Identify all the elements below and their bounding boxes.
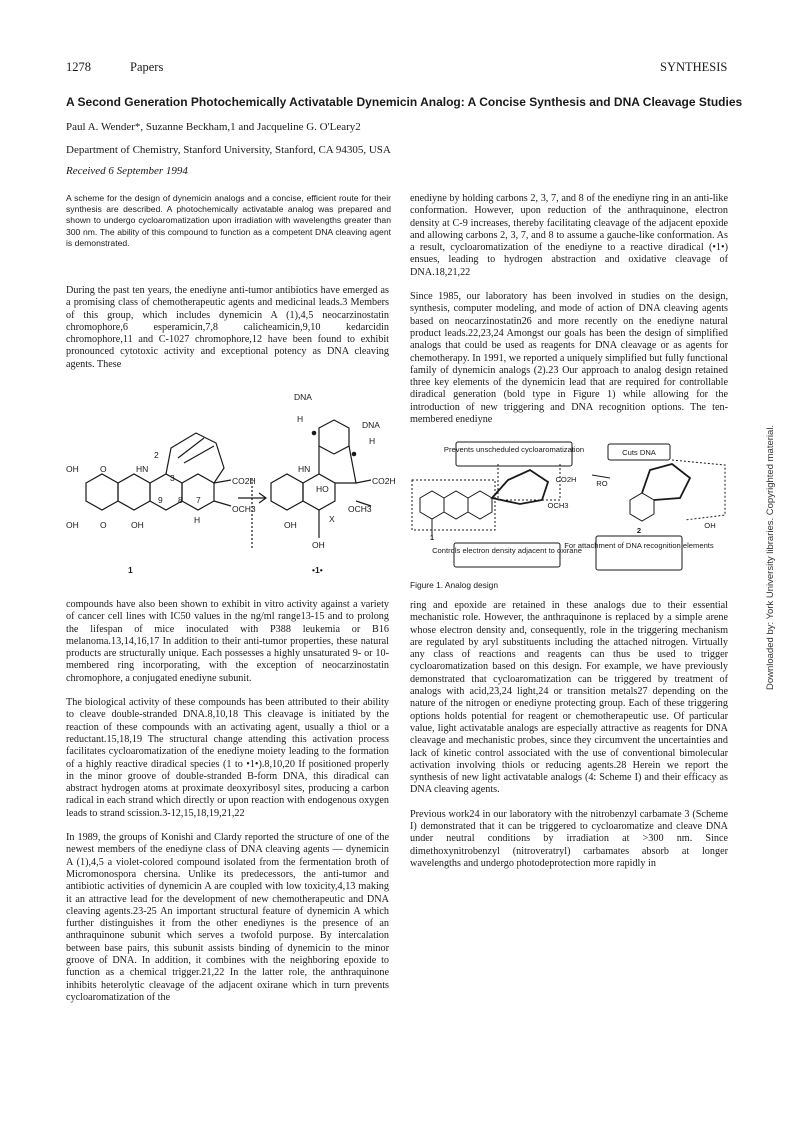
download-note	[765, 330, 779, 690]
journal-name: SYNTHESIS	[660, 60, 728, 74]
paragraph: enediyne by holding carbons 2, 3, 7, and 8 of the enediyne ring in an anti-like conformation. However, upon reduction of the anthraquinone, electron density at C-9 increases, thereby facilitating cleavage of the adjacent epoxide and allowing carbons 2, 3, 7, and 8 to assume a gauche-like conformation. As a result, cycloaromatization of the enediyne to a reactive diradical (•1•) ensues, leading to hydrogen abstraction and oxidative cleavage of DNA.18,21,22	[410, 193, 728, 278]
paragraph: ring and epoxide are retained in these analogs due to their essential mechanistic role. However, the anthraquinone is replaced by a simple arene whose electron density and, consequently, role in the triggering mechanism are regulated by aryl substituents including the attached nitrogen. Virtually any class of reactions and reagents can thus be used to trigger cycloaromatization based on this design. For example, we have previously demonstrated that cycloaromatization can be triggered by treatment of analogs with acid,23,24 light,24 or transition metals27 depending on the nature of the nitrogen or enediyne protecting group. Each of these triggering options holds potential for reagent or chemotherapeutic use. Of particular value, light activatable analogs are especially attractive as reagents for DNA cleavage and mechanistic probes, since they circumvent the uncertainties and lack of kinetic control associated with the use of conventional bimolecular activation involving thiols or reducing agents.28 Herein we report the synthesis of new light activatable analogs (4: Scheme I) and their efficacy as DNA cleaving agents.	[410, 600, 728, 796]
paragraph: compounds have also been shown to exhibit in vitro activity against a variety of cancer cell lines with IC50 values in the ng/ml range13-15 and to prolong the lifespan of mice inoculated with P388 leukemia or B16 melanoma.13,14,16,17 In addition to their anti-tumor properties, these natural products are structurally unique. Each possesses a highly unsaturated 9- or 10-membered ring incorporating, with the exception of neocarzinostatin chromophore, a conjugated enediyne subunit.	[66, 599, 389, 684]
article-authors: Paul A. Wender*, Suzanne Beckham,1 and Jacqueline G. O'Leary2	[66, 121, 361, 133]
ring-c	[468, 491, 492, 519]
label-prevents	[444, 445, 584, 454]
ring-a-1	[86, 474, 118, 510]
label-x: X	[329, 514, 335, 524]
label-ro: RO	[596, 479, 608, 488]
label-num-2: 2	[154, 450, 159, 460]
received-date: Received 6 September 1994	[66, 165, 188, 177]
label-dna-top: DNA	[294, 392, 312, 402]
left-col-para-1	[66, 285, 389, 383]
right-col-top	[410, 193, 728, 438]
box-text: Prevents unscheduled cycloaromatization	[443, 445, 585, 454]
label-co2h: CO2H	[555, 475, 577, 484]
label-h-lower: H	[194, 515, 201, 525]
ring-a-2	[271, 474, 303, 510]
substituent-bonds-2	[356, 480, 371, 506]
label-co2h-2: CO2H	[372, 476, 396, 486]
left-col-body	[66, 599, 389, 1016]
dashed-region-right	[672, 460, 725, 520]
label-compound-1: 1	[128, 565, 133, 575]
label-attachment: For attachment of DNA recognition elements	[564, 541, 714, 550]
label-oh: OH	[312, 540, 325, 550]
label-o: O	[100, 464, 107, 474]
paragraph: During the past ten years, the enediyne anti-tumor antibiotics have emerged as a promising class of chemotherapeutic agents and medicinal leads.3 Members of this group, which includes dynemicin A (1),4,5 neocarzinostatin chromophore,6 esperamicin,7,8 calicheamicin,9,10 kedarcidin chromophore,11 and C-1027 chromophore,12 have been found to exhibit pronounced cytotoxic activity and exceptional potency as DNA cleaving agents. These	[66, 285, 389, 370]
och3-bond-1	[214, 501, 231, 506]
label-hn-1: HN	[136, 464, 149, 474]
label-h-top: H	[297, 414, 304, 424]
section-label: Papers	[130, 60, 164, 74]
label-co2h-1: CO2H	[232, 476, 256, 486]
connector-lines	[432, 475, 610, 535]
arene-ring	[630, 493, 654, 521]
radical-dot-2	[352, 452, 357, 457]
page-number: 1278	[66, 60, 91, 74]
radical-dot-1	[312, 431, 317, 436]
article-affiliation: Department of Chemistry, Stanford University, Stanford, CA 94305, USA	[66, 144, 391, 156]
alkyne-bonds-1	[178, 438, 214, 463]
ring-a	[420, 491, 444, 519]
label-dna-right: DNA	[362, 420, 380, 430]
label-num-8: 8	[178, 495, 183, 505]
analog-enediyne-ring	[642, 464, 690, 500]
abstract: A scheme for the design of dynemicin analogs and a concise, efficient route for their synthesis are described. A photochemically activatable analog was prepared and shown to undergo cycloaromatization upon irradiation with wavelengths greater than 300 nm. The ability of this compound to function as a competent DNA cleaving agent is demonstrated.	[66, 193, 391, 248]
label-oh: OH	[66, 464, 79, 474]
label-oh: OH	[704, 521, 716, 530]
ring-b	[444, 491, 468, 519]
label-compound-1: 1	[429, 533, 435, 542]
co2h-bond-1	[214, 480, 231, 483]
dashed-region-aromatic	[412, 480, 495, 530]
aromatized-ring-2	[319, 420, 349, 454]
label-controls: Controls electron density adjacent to oxirane	[432, 546, 582, 555]
figure-1-analog-design	[410, 440, 730, 575]
label-num-9: 9	[158, 495, 163, 505]
paragraph: In 1989, the groups of Konishi and Clardy reported the structure of one of the newest members of the enediyne class of DNA cleaving agents — dynemicin A (1),4,5 a violet-colored compound isolated from the fermentation broth of Micromonospora chersina. Unlike its predecessors, the anti-tumor and antibiotic activities of dynemicin A are coupled with low toxicity,4,13 making it an attractive lead for the development of new chemotherapeutic and DNA cleaving agents.23-25 An important structural feature of dynemicin A which further distinguishes it from the other enediynes is the presence of an anthraquinone subunit which serves a twofold purpose. By intercalation between base pairs, this subunit assists binding of dynemicin to the minor groove of DNA. In addition, it combines with the neighboring epoxide to function as a chemical trigger.21,22 In the latter role, the anthraquinone inhibits heterolytic cleavage of the adjacent oxirane which in turn prevents cycloaromatization of the	[66, 832, 389, 1003]
label-h-right: H	[369, 436, 376, 446]
right-col-body	[410, 600, 728, 882]
label-oh: OH	[284, 520, 297, 530]
label-oh: OH	[131, 520, 144, 530]
paragraph: The biological activity of these compounds has been attributed to their ability to cleave double-stranded DNA.8,10,18 This cleavage is initiated by the reaction of these compounds with an activating agent, usually a thiol or a reductant.15,18,19 The structural change attending this activation process facilitates cycloaromatization of the enediyne moiety leading to the formation of a highly reactive diradical species (1 to •1•).8,10,20 If positioned properly in the minor groove of double-stranded B-form DNA, this diradical can abstract hydrogen atoms at proximate deoxyribosyl sites, producing a carbon radical in each strand which directly or upon reaction with endogenous oxygen leads to strand scission.3-12,15,18,19,21,22	[66, 697, 389, 819]
label-och3-1: OCH3	[232, 504, 256, 514]
label-o: O	[100, 520, 107, 530]
ring-b-1	[118, 474, 150, 510]
paragraph: Since 1985, our laboratory has been involved in studies on the design, synthesis, computer modeling, and mode of action of DNA cleaving agents based on neocarzinostatin26 and more recently on the enediyne natural product leads.22,23,24 Amongst our goals has been the design of simplified analogs that could be used as reagents for DNA cleavage or as agents for chemotherapy. In 1991, we reported a uniquely simplified but fully functional family of dynemicin analogs (2).23 Our approach to analog design retained three key elements of the dynemicin lead that are required for controllable diradical generation (bold type in Figure 1) while allowing for the introduction of new triggering and DNA recognition options. The ten-membered enediyne	[410, 291, 728, 426]
label-oh: OH	[66, 520, 79, 530]
enediyne-ring	[492, 470, 548, 504]
label-cuts: Cuts DNA	[622, 448, 656, 457]
label-och3: OCH3	[547, 501, 569, 510]
label-och3-2: OCH3	[348, 504, 372, 514]
label-num-7: 7	[196, 495, 201, 505]
figure-caption: Figure 1. Analog design	[410, 580, 498, 590]
label-num-3: 3	[170, 473, 175, 483]
label-ho: HO	[316, 484, 329, 494]
label-hn-2: HN	[298, 464, 311, 474]
scheme-dynemicin-structures	[66, 388, 396, 588]
paragraph: Previous work24 in our laboratory with the nitrobenzyl carbamate 3 (Scheme I) demonstrated that it can be triggered to cycloaromatize and cleave DNA under neutral conditions by irradiation at >300 nm. Since dimethoxynitrobenzyl (nitroveratryl) carbamates absorb at longer wavelengths and undergo photodeprotection more rapidly in	[410, 808, 728, 869]
article-title: A Second Generation Photochemically Activatable Dynemicin Analog: A Concise Synthesis and DNA Cleavage Studies	[66, 95, 743, 109]
download-note-text: Downloaded by: York University libraries. Copyrighted material.	[765, 424, 776, 690]
label-diradical: •1•	[312, 565, 323, 575]
label-compound-2: 2	[636, 526, 642, 535]
